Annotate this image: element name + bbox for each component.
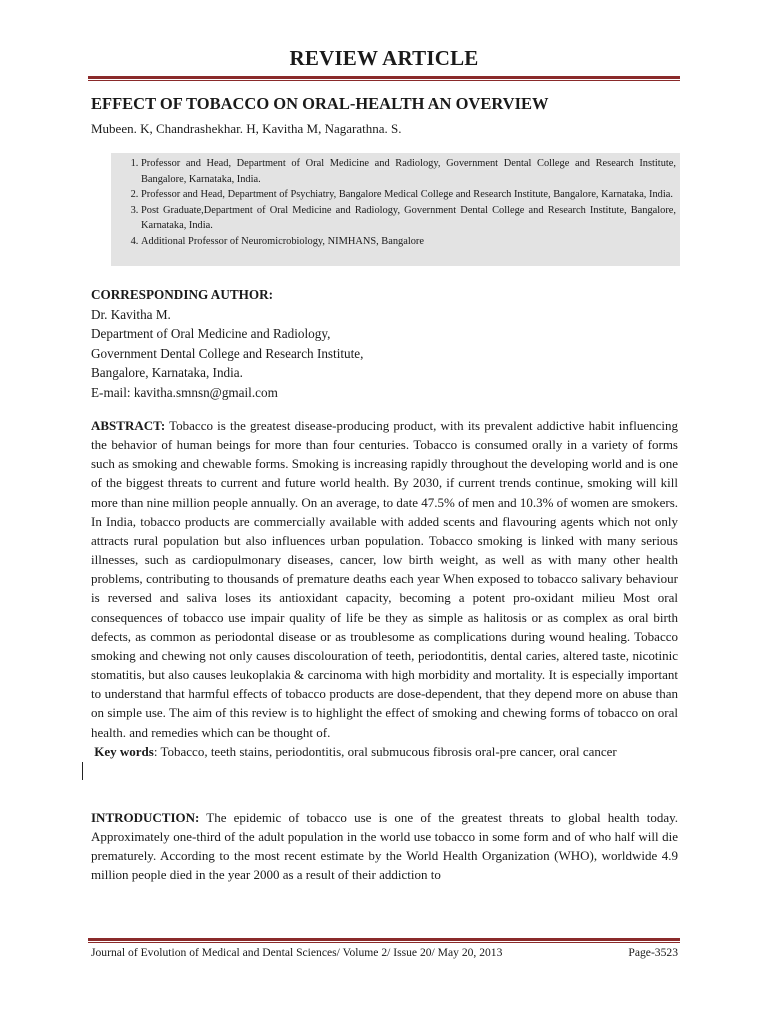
affiliation-item: 1. Professor and Head, Department of Oral Medicine and Radiology, Government Dental College and Research Institute, Bangalore, Karnataka, India. bbox=[141, 156, 676, 187]
corresponding-author-department: Department of Oral Medicine and Radiology, bbox=[91, 326, 331, 342]
introduction-label: INTRODUCTION: bbox=[91, 810, 200, 825]
affiliation-item: 4. Additional Professor of Neuromicrobiology, NIMHANS, Bangalore bbox=[141, 234, 676, 250]
affiliations-list bbox=[111, 153, 680, 250]
affiliation-item: 3. Post Graduate,Department of Oral Medicine and Radiology, Government Dental College and Research Institute, Bangalore, Karnataka, India. bbox=[141, 203, 676, 234]
corresponding-author-email: E-mail: kavitha.smnsn@gmail.com bbox=[91, 384, 278, 400]
keywords-text: : Tobacco, teeth stains, periodontitis, oral submucous fibrosis oral-pre cancer, oral cancer bbox=[153, 743, 617, 759]
corresponding-author-block bbox=[91, 285, 363, 403]
page-number: Page-3523 bbox=[628, 946, 678, 959]
footer-rule-thin bbox=[88, 942, 680, 943]
abstract-label: ABSTRACT: bbox=[91, 418, 166, 433]
keywords-label: Key words bbox=[94, 743, 154, 759]
abstract-text: Tobacco is the greatest disease-producing product, with its prevalent addictive habit influencing the behavior of human beings for more than four centuries. Tobacco is consumed orally in a variety of forms such as smoking and chewable forms. Smoking is increasing rapidly throughout the developing world and is one of the biggest threats to current and future world health. By 2030, if current trends continue, smoking will kill more than nine million people annually. On an average, to date 47.5% of men and 10.3% of women are smokers. In India, tobacco products are commercially available with added scents and flavouring agents which not only attracts rural population but also influences urban population. Tobacco smoking is linked with many serious illnesses, such as cardiopulmonary diseases, cancer, low birth weight, as well as with many other health problems, contributing to thousands of premature deaths each year When exposed to tobacco salivary behaviour is reversed and saliva loses its antioxidant capacity, becoming a potent pro-oxidant milieu Most oral consequences of tobacco use impair quality of life be they as simple as halitosis or as complex as oral birth defects, as common as periodontal disease or as troublesome as complications during wound healing. Tobacco smoking and chewing not only causes discolouration of teeth, periodontitis, dental caries, altered taste, nicotinic stomatitis, but also causes leukoplakia & carcinoma with high morbidity and mortality. It is especially important to understand that harmful effects of tobacco products are dose-dependent, that they depend more on abuse than on simple use. The aim of this review is to highlight the effect of smoking and chewing forms of tobacco on oral health. and remedies which can be thought of. bbox=[91, 418, 679, 740]
keywords-paragraph bbox=[91, 742, 678, 761]
abstract-paragraph bbox=[91, 416, 678, 742]
header-rule-thin bbox=[88, 80, 680, 81]
introduction-text: The epidemic of tobacco use is one of the greatest threats to global health today. Approximately one-third of the adult population in the world use tobacco in some form and of who half will die prematurely. According to the most recent estimate by the World Health Organization (WHO), worldwide 4.9 million people died in the year 2000 as a result of their addiction to bbox=[91, 810, 678, 883]
introduction-paragraph bbox=[91, 808, 678, 885]
corresponding-author-institution: Government Dental College and Research Institute, bbox=[91, 345, 364, 361]
header-rule-thick bbox=[88, 76, 680, 79]
corresponding-author-heading: CORRESPONDING AUTHOR: bbox=[91, 287, 274, 302]
introduction-section bbox=[91, 808, 678, 885]
article-title: EFFECT OF TOBACCO ON ORAL-HEALTH AN OVERVIEW bbox=[91, 94, 549, 113]
footer-rule-thick bbox=[88, 938, 680, 941]
corresponding-author-name: Dr. Kavitha M. bbox=[91, 306, 171, 322]
author-list: Mubeen. K, Chandrashekhar. H, Kavitha M, Nagarathna. S. bbox=[91, 121, 402, 136]
journal-citation: Journal of Evolution of Medical and Dental Sciences/ Volume 2/ Issue 20/ May 20, 2013 bbox=[91, 946, 503, 959]
article-type-header: REVIEW ARTICLE bbox=[289, 46, 479, 70]
affiliations-box bbox=[111, 153, 680, 266]
abstract-section bbox=[91, 416, 678, 761]
affiliation-item: 2. Professor and Head, Department of Psychiatry, Bangalore Medical College and Research Institute, Bangalore, Karnataka, India. bbox=[141, 187, 676, 203]
corresponding-author-location: Bangalore, Karnataka, India. bbox=[91, 365, 243, 381]
text-cursor bbox=[82, 762, 83, 780]
